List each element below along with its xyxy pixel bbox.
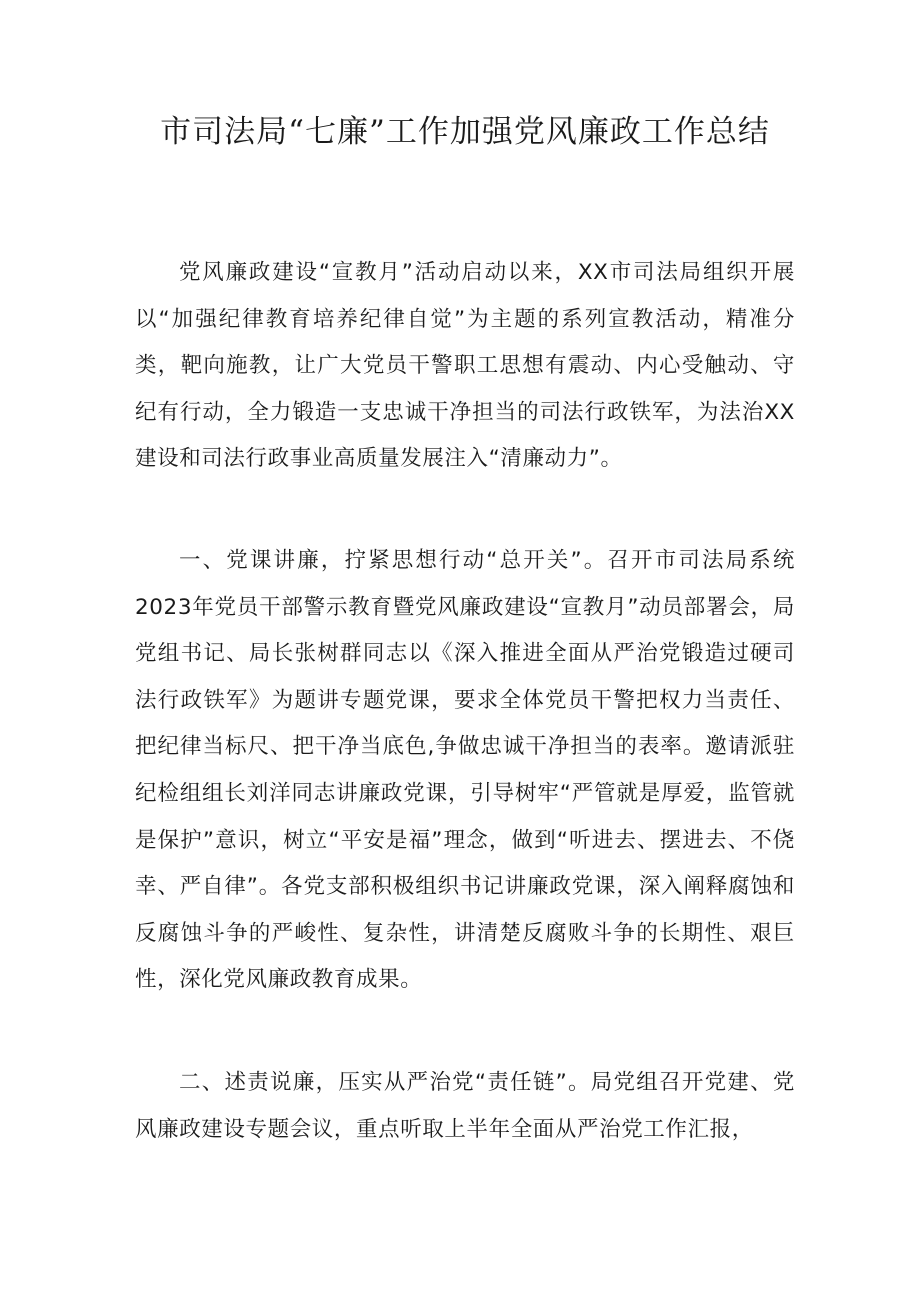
paragraph-intro: 党风廉政建设“宣教月”活动启动以来，XX市司法局组织开展以“加强纪律教育培养纪律自觉”为主题的系列宣教活动，精准分类，靶向施教，让广大党员干警职工思想有震动、内心受触动、守纪有行动，全力锻造一支忠诚干净担当的司法行政铁军，为法治XX建设和司法行政事业高质量发展注入“清廉动力”。: [135, 260, 795, 472]
paragraph-section-two: 二、述责说廉，压实从严治党“责任链”。局党组召开党建、党风廉政建设专题会议，重点听取上半年全面从严治党工作汇报，: [135, 1070, 795, 1142]
document-title: 市司法局“七廉”工作加强党风廉政工作总结: [160, 114, 770, 150]
paragraph-section-one: 一、党课讲廉，拧紧思想行动“总开关”。召开市司法局系统2023年党员干部警示教育暨党风廉政建设“宣教月”动员部署会，局党组书记、局长张树群同志以《深入推进全面从严治党锻造过硬司法行政铁军》为题讲专题党课，要求全体党员干警把权力当责任、把纪律当标尺、把干净当底色,争做忠诚干净担当的表率。邀请派驻纪检组组长刘洋同志讲廉政党课，引导树牢“严管就是厚爱，监管就是保护”意识，树立“平安是福”理念，做到“听进去、摆进去、不侥幸、严自律”。各党支部积极组织书记讲廉政党课，深入阐释腐蚀和反腐蚀斗争的严峻性、复杂性，讲清楚反腐败斗争的长期性、艰巨性，深化党风廉政教育成果。: [135, 548, 795, 993]
